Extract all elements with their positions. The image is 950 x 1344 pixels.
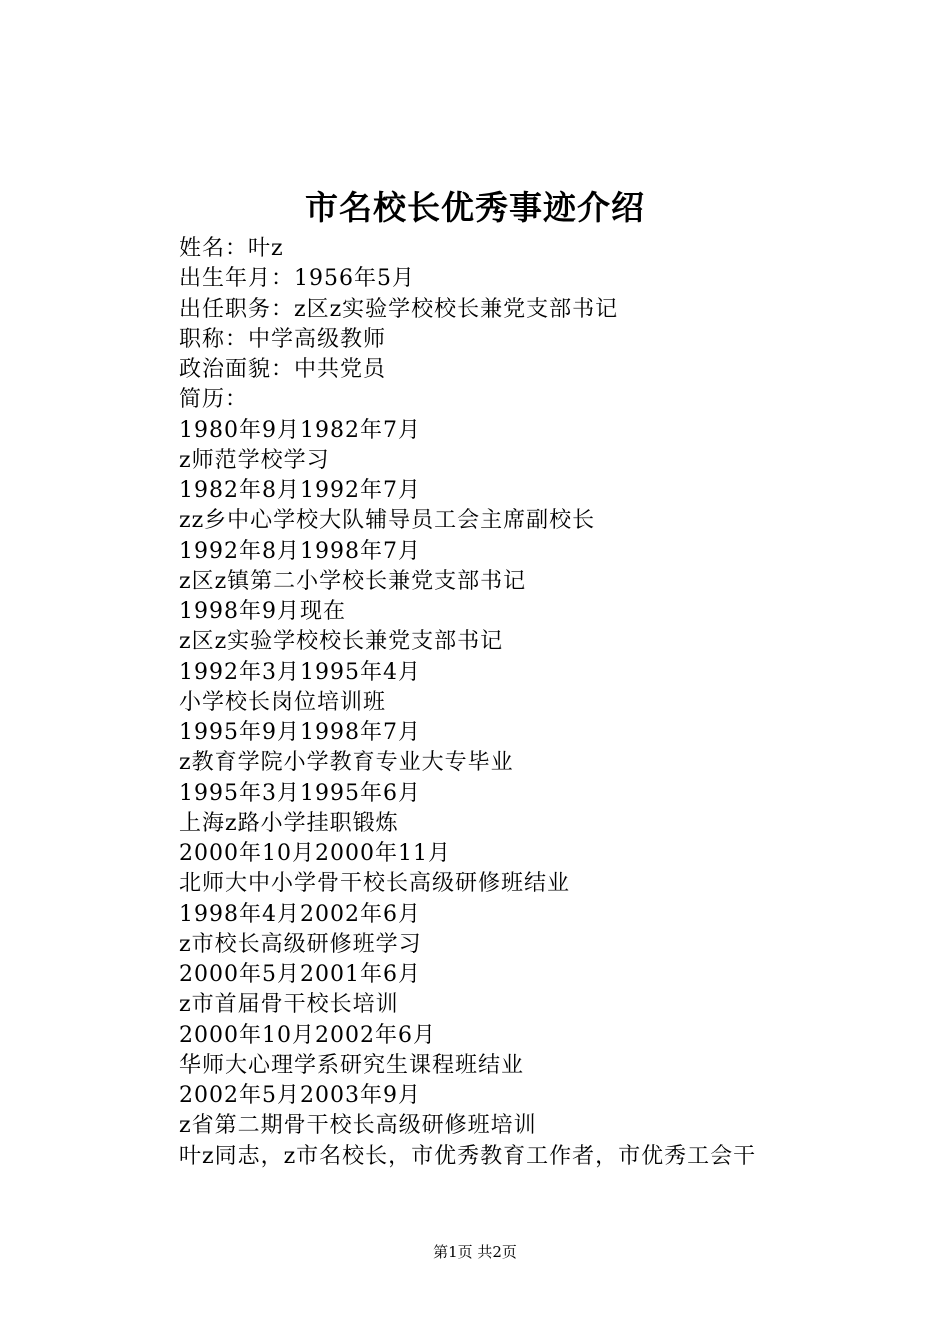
text-line: 1998年9月现在 xyxy=(179,599,346,624)
text-line: 出任职务：z区z实验学校校长兼党支部书记 xyxy=(179,296,619,322)
text-line: z省第二期骨干校长高级研修班培训 xyxy=(179,1113,537,1139)
text-line: 职称：中学高级教师 xyxy=(179,326,387,352)
text-line: 1995年3月1995年6月 xyxy=(179,780,421,806)
text-line: 政治面貌：中共党员 xyxy=(179,357,387,382)
text-line: z教育学院小学教育专业大专毕业 xyxy=(179,750,514,776)
text-line: z区z实验学校校长兼党支部书记 xyxy=(179,629,504,655)
page-title: 市名校长优秀事迹介绍 xyxy=(305,188,645,227)
text-line: 北师大中小学骨干校长高级研修班结业 xyxy=(179,871,571,897)
text-line: 1992年3月1995年4月 xyxy=(179,659,421,685)
text-line: 简历： xyxy=(179,387,249,413)
text-line: 叶z同志，z市名校长，市优秀教育工作者，市优秀工会干 xyxy=(179,1143,757,1169)
page-footer: 第1页 共2页 xyxy=(433,1243,517,1261)
text-line: 1992年8月1998年7月 xyxy=(179,538,421,564)
text-line: 1995年9月1998年7月 xyxy=(179,720,421,745)
text-line: 小学校长岗位培训班 xyxy=(179,689,387,715)
text-line: z市校长高级研修班学习 xyxy=(179,931,422,957)
text-line: z市首届骨干校长培训 xyxy=(179,992,399,1018)
text-line: 华师大心理学系研究生课程班结业 xyxy=(179,1052,525,1078)
text-line: 1998年4月2002年6月 xyxy=(179,901,421,927)
text-line: z师范学校学习 xyxy=(179,447,330,473)
text-line: 2000年5月2001年6月 xyxy=(179,962,421,987)
text-line: 2000年10月2002年6月 xyxy=(179,1022,436,1048)
text-line: 1982年8月1992年7月 xyxy=(179,478,421,503)
text-line: 2002年5月2003年9月 xyxy=(179,1083,421,1108)
text-line: 1980年9月1982年7月 xyxy=(179,417,421,443)
text-line: 2000年10月2000年11月 xyxy=(179,841,451,866)
text-line: 出生年月：1956年5月 xyxy=(179,266,415,292)
text-line: 上海z路小学挂职锻炼 xyxy=(179,810,399,836)
text-line: 姓名：叶z xyxy=(179,236,284,261)
body-text xyxy=(179,234,879,1172)
text-line: z区z镇第二小学校长兼党支部书记 xyxy=(179,568,527,594)
text-line: zz乡中心学校大队辅导员工会主席副校长 xyxy=(179,508,596,534)
